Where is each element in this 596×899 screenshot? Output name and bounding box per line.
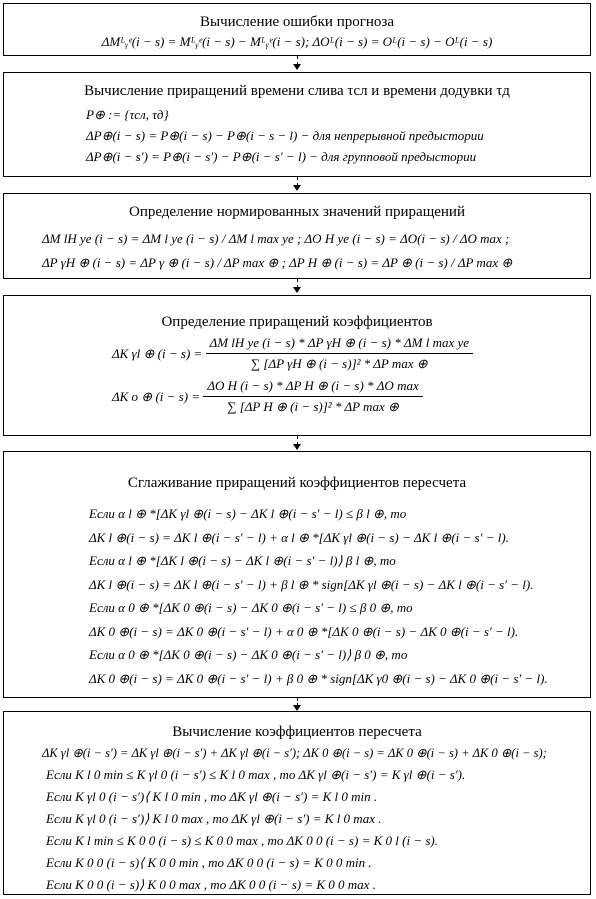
formula-line: ΔMᴸᵧᵉ(i − s) = Mᴸᵧᵉ(i − s) − Mᴸᵧᵉ(i − s); ΔOᴸ(i − s) = Oᴸ(i − s) − Oᴸ(i − s) <box>101 34 493 49</box>
fraction-numerator: ΔO H (i − s) * ΔP H ⊕ (i − s) * ΔO max <box>203 378 422 397</box>
block-title: Вычисление приращений времени слива τсл и времени додувки τд <box>84 83 510 99</box>
block-title: Сглаживание приращений коэффициентов пересчета <box>127 475 467 491</box>
formula-line: ΔK l ⊕(i − s) = ΔK l ⊕(i − s′ − l) + α l ⊕ *[ΔK γl ⊕(i − s) − ΔK l ⊕(i − s′ − l). <box>89 529 509 545</box>
formula-line: P⊕ := {τсл, τд} <box>86 107 169 122</box>
block-title: Вычисление ошибки прогноза <box>200 14 394 30</box>
block-recalc-coefficients <box>3 711 591 895</box>
formula-line: ΔP⊕(i − s′) = P⊕(i − s′) − P⊕(i − s′ − l) − для групповой предыстории <box>86 149 477 164</box>
formula-line: Если α 0 ⊕ *[ΔK 0 ⊕(i − s) − ΔK 0 ⊕(i − s′ − l)⟩ β 0 ⊕, то <box>89 647 408 662</box>
fraction-lhs: ΔK γl ⊕ (i − s) = <box>112 345 203 361</box>
block-time-increments <box>3 72 591 177</box>
formula-line: Если K l 0 min ≤ K γl 0 (i − s′) ≤ K l 0 max , то ΔK γl ⊕(i − s′) = K γl ⊕(i − s′). <box>46 767 466 782</box>
block-title: Определение нормированных значений приращений <box>128 204 465 220</box>
formula-line: ΔP⊕(i − s) = P⊕(i − s) − P⊕(i − s − l) − для непрерывной предыстории <box>86 128 484 143</box>
fraction-formula <box>112 335 590 372</box>
fraction-numerator: ΔM lH уе (i − s) * ΔP γH ⊕ (i − s) * ΔM l max уе <box>206 335 473 354</box>
arrowhead-icon <box>293 185 301 191</box>
formula-line: ΔK γl ⊕(i − s′) = ΔK γl ⊕(i − s′) + ΔK γl ⊕(i − s′); ΔK 0 ⊕(i − s) = ΔK 0 ⊕(i − s) + ΔK 0 ⊕(i − s); <box>42 746 547 760</box>
arrowhead-icon <box>293 287 301 293</box>
formula-line: ΔM lH уе (i − s) = ΔM l уе (i − s) / ΔM l max уе ; ΔO H уе (i − s) = ΔO(i − s) / ΔO max ; <box>42 231 510 246</box>
fraction-denominator: ∑ [ΔP γH ⊕ (i − s)]² * ΔP max ⊕ <box>250 356 428 371</box>
formula-line: ΔK 0 ⊕(i − s) = ΔK 0 ⊕(i − s′ − l) + β 0 ⊕ * sign[ΔK γ0 ⊕(i − s) − ΔK 0 ⊕(i − s′ − l). <box>89 670 548 686</box>
formula-line: Если α 0 ⊕ *[ΔK 0 ⊕(i − s) − ΔK 0 ⊕(i − s′ − l) ≤ β 0 ⊕, то <box>89 600 413 615</box>
block-forecast-error <box>3 3 591 56</box>
formula-line: Если α l ⊕ *[ΔK γl ⊕(i − s) − ΔK l ⊕(i − s′ − l) ≤ β l ⊕, то <box>89 506 407 521</box>
fraction-denominator: ∑ [ΔP H ⊕ (i − s)]² * ΔP max ⊕ <box>227 399 399 414</box>
formula-line: Если K γl 0 (i − s′)⟨ K l 0 min , то ΔK γl ⊕(i − s′) = K l 0 min . <box>46 789 378 804</box>
block-normalized-values <box>3 193 591 279</box>
block-coefficient-increments <box>3 295 591 436</box>
formula-line: Если K 0 0 (i − s)⟨ K 0 0 min , то ΔK 0 0 (i − s) = K 0 0 min . <box>46 855 372 870</box>
fraction <box>206 335 473 372</box>
formula-line: ΔK 0 ⊕(i − s) = ΔK 0 ⊕(i − s′ − l) + α 0 ⊕ *[ΔK 0 ⊕(i − s) − ΔK 0 ⊕(i − s′ − l). <box>89 623 519 639</box>
block-smoothing <box>3 451 591 698</box>
formula-line: Если K l min ≤ K 0 0 (i − s) ≤ K 0 0 max , то ΔK 0 0 (i − s) = K 0 l (i − s). <box>46 833 438 848</box>
formula-line: ΔP γH ⊕ (i − s) = ΔP γ ⊕ (i − s) / ΔP max ⊕ ; ΔP H ⊕ (i − s) = ΔP ⊕ (i − s) / ΔP max ⊕ <box>42 255 513 270</box>
formula-line: Если K 0 0 (i − s)⟩ K 0 0 max , то ΔK 0 0 (i − s) = K 0 0 max . <box>46 877 376 892</box>
arrowhead-icon <box>293 444 301 450</box>
formula-line: Если K γl 0 (i − s′)⟩ K l 0 max , то ΔK γl ⊕(i − s′) = K l 0 max . <box>46 811 382 826</box>
formula-line: ΔK l ⊕(i − s) = ΔK l ⊕(i − s′ − l) + β l ⊕ * sign[ΔK γl ⊕(i − s) − ΔK l ⊕(i − s′ − l). <box>89 576 534 592</box>
block-title: Определение приращений коэффициентов <box>161 314 433 330</box>
fraction-lhs: ΔK o ⊕ (i − s) = <box>112 388 201 404</box>
arrowhead-icon <box>293 64 301 70</box>
fraction-formula <box>112 378 590 415</box>
fraction <box>203 378 422 415</box>
block-title: Вычисление коэффициентов пересчета <box>172 724 422 740</box>
formula-line: Если α l ⊕ *[ΔK l ⊕(i − s) − ΔK l ⊕(i − s′ − l)⟩ β l ⊕, то <box>89 553 396 568</box>
